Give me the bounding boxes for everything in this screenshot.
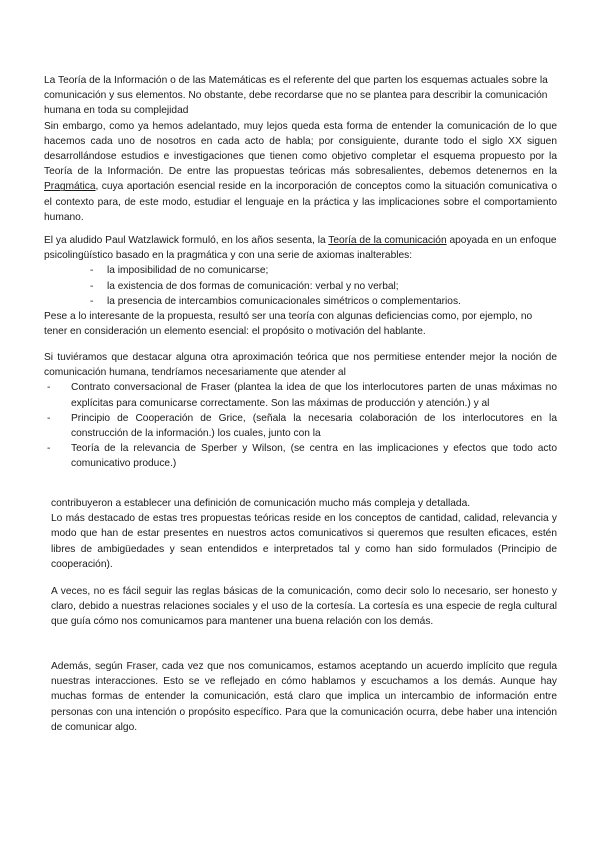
- list-item-text: la existencia de dos formas de comunicación: verbal y no verbal;: [107, 280, 399, 292]
- paragraph-pragmatics-text-end: , cuya aportación esencial reside en la incorporación de conceptos como la situación comunicativa o el contexto para, de este modo, estudiar el lenguaje en la práctica y las implicaciones sobre el comportamiento humano.: [44, 181, 557, 223]
- list-item: [44, 279, 557, 294]
- bullet-marker: -: [47, 412, 51, 424]
- list-item: [44, 263, 557, 278]
- section-watzlawick: [44, 233, 557, 339]
- section-conclusion: [51, 496, 557, 572]
- paragraph-courtesy: A veces, no es fácil seguir las reglas básicas de la comunicación, como decir solo lo necesario, ser honesto y claro, debido a nuestras relaciones sociales y el uso de la cortesía. La cortesía es una especie de regla cultural que guía cómo nos comunicamos para mantener una buena relación con los demás.: [51, 586, 557, 628]
- paragraph-information-theory: La Teoría de la Información o de las Matemáticas es el referente del que parten los esquemas actuales sobre la comunicación y sus elementos. No obstante, debe recordarse que no se plantea para describir la comunicación humana en toda su complejidad: [44, 75, 548, 117]
- list-item: [44, 411, 557, 441]
- paragraph-three-proposals: Lo más destacado de estas tres propuestas teóricas reside en los conceptos de cantidad, calidad, relevancia y modo que han de estar presentes en nuestros actos comunicativos si queremos que resulten eficaces, estén libres de ambigüedades y sean entendidos e interpretados tal y como han sido formulados (Principio de cooperación).: [51, 513, 557, 570]
- paragraph-fraser: Además, según Fraser, cada vez que nos comunicamos, estamos aceptando un acuerdo implícito que regula nuestras interacciones. Esto se ve reflejado en cómo hablamos y escuchamos a los demás. Aunque hay muchas formas de entender la comunicación, está claro que implica un intercambio de información entre personas con una intención o propósito específico. Para que la comunicación ocurra, debe haber una intención de comunicar algo.: [51, 661, 557, 733]
- section-fraser: [51, 659, 557, 735]
- bullet-marker: -: [47, 382, 51, 394]
- list-item-text: la imposibilidad de no comunicarse;: [107, 265, 269, 277]
- paragraph-watzlawick: [44, 233, 557, 263]
- section-other-theories: [44, 350, 557, 472]
- bullet-marker: -: [47, 443, 51, 455]
- section-information-theory: [44, 73, 557, 225]
- paragraph-pragmatics: [44, 119, 557, 225]
- list-item-text: Principio de Cooperación de Grice, (señala la necesaria colaboración de los interlocutores en la construcción de la información.) los cuales, junto con la: [71, 412, 557, 440]
- paragraph-contribution: contribuyeron a establecer una definición de comunicación mucho más compleja y detallada.: [51, 498, 471, 509]
- axioms-list: [44, 263, 557, 309]
- list-item: [44, 380, 557, 410]
- theories-list: [44, 380, 557, 471]
- bullet-marker: -: [90, 295, 94, 307]
- paragraph-watzlawick-text-end: apoyada en un enfoque psicolingüístico basado en la pragmática y con una serie de axiomas inalterables:: [44, 235, 557, 262]
- list-item-text: Contrato conversacional de Fraser (plantea la idea de que los interlocutores parten de unas máximas no explícitas para comunicarse correctamente. Son las máximas de producción y atención.) y al: [71, 382, 557, 409]
- teoria-comunicacion-link[interactable]: Teoría de la comunicación: [328, 235, 447, 246]
- bullet-marker: -: [90, 265, 94, 277]
- section-courtesy: [51, 584, 557, 630]
- paragraph-deficiencies: Pese a lo interesante de la propuesta, resultó ser una teoría con algunas deficiencias como, por ejemplo, no tener en consideración un elemento esencial: el propósito o motivación del hablante.: [44, 311, 533, 338]
- list-item-text: la presencia de intercambios comunicacionales simétricos o complementarios.: [107, 295, 461, 307]
- bullet-marker: -: [90, 280, 94, 292]
- paragraph-pragmatics-text-start: Sin embargo, como ya hemos adelantado, muy lejos queda esta forma de entender la comunicación de lo que hacemos cada uno de nosotros en cada acto de habla; por consiguiente, durante todo el siglo XX siguen desarrollándose estudios e investigaciones que tienen como objetivo completar el esquema propuesto por la Teoría de la Información. De entre las propuestas teóricas más sobresalientes, debemos detenernos en la: [44, 120, 557, 178]
- list-item: [44, 294, 557, 309]
- paragraph-other-theories: Si tuviéramos que destacar alguna otra aproximación teórica que nos permitiese entender mejor la noción de comunicación humana, tendríamos necesariamente que atender al: [44, 352, 557, 379]
- list-item: [44, 441, 557, 471]
- paragraph-watzlawick-text-start: El ya aludido Paul Watzlawick formuló, en los años sesenta, la: [44, 235, 329, 246]
- list-item-text: Teoría de la relevancia de Sperber y Wilson, (se centra en las implicaciones y efectos que todo acto comunicativo produce.): [71, 443, 557, 470]
- pragmatica-link[interactable]: Pragmática: [44, 181, 96, 193]
